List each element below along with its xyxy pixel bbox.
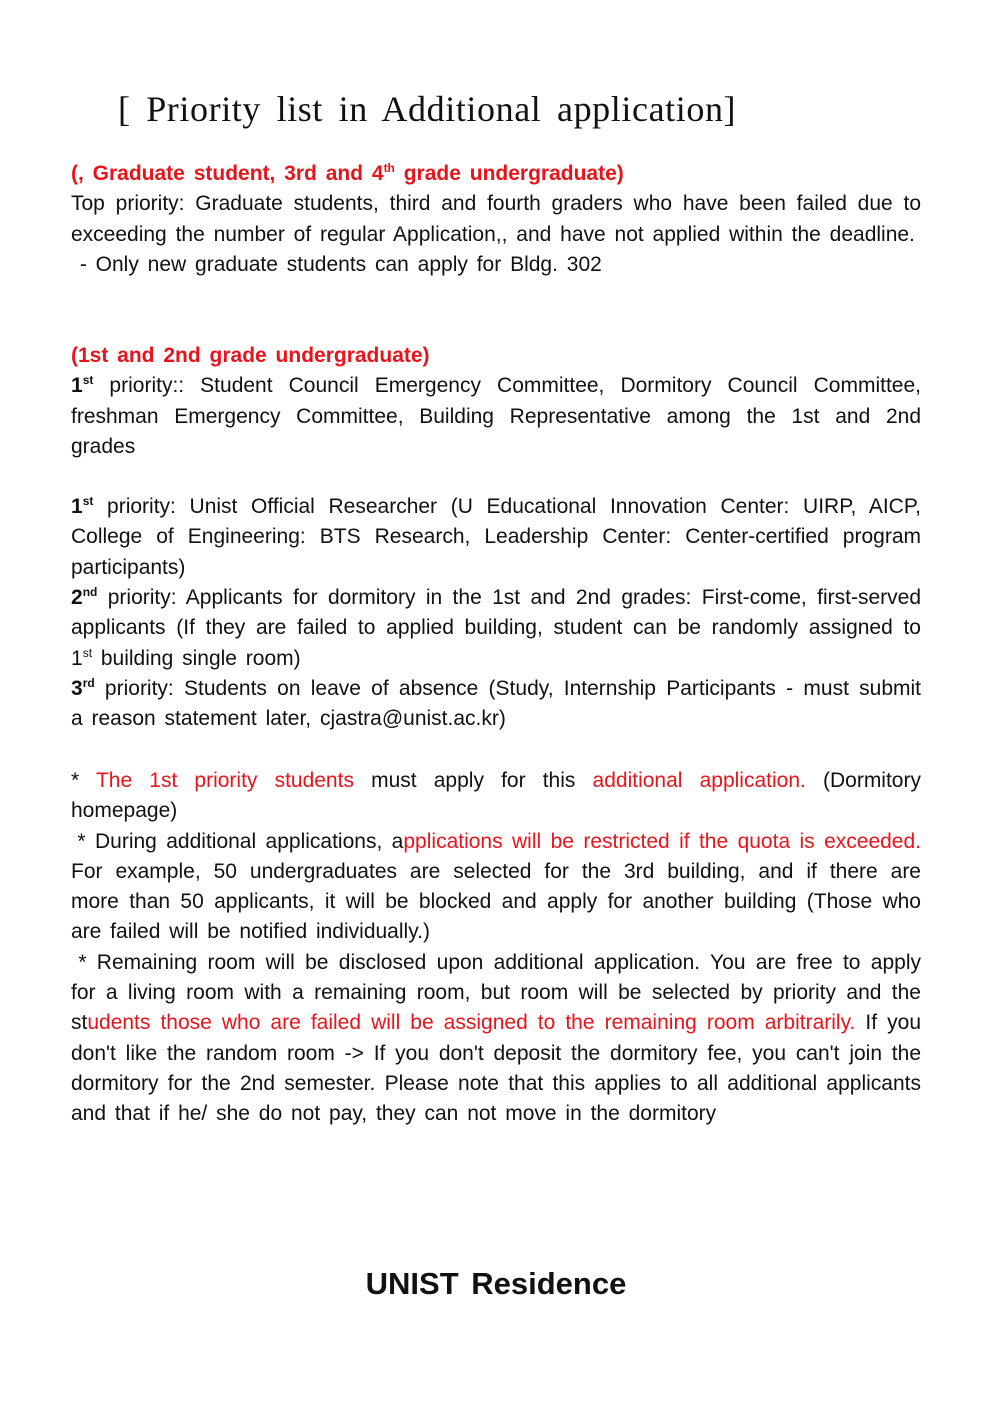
priority-sup: st	[82, 494, 94, 509]
note-text: For example, 50 undergraduates are selected for the 3rd building, and if there are more than 50 applicants, it will be blocked and apply for another building (Those who are failed will be notified individually.)	[71, 859, 921, 944]
note-first-priority	[71, 766, 921, 827]
priority-text: building single room)	[92, 646, 301, 670]
heading-text: (, Graduate student, 3rd and 4	[71, 162, 384, 185]
section-heading-graduate	[71, 159, 921, 189]
note-text: * During additional applications, a	[71, 829, 404, 853]
top-priority-text: Top priority: Graduate students, third and fourth graders who have been failed due to exceeding the number of regular Application,, and have not applied within the deadline.	[71, 192, 921, 246]
priority-inline-sup: st	[82, 645, 93, 660]
section-undergraduate	[71, 341, 921, 735]
section-graduate	[71, 159, 921, 280]
section-heading-undergraduate: (1st and 2nd grade undergraduate)	[71, 344, 430, 367]
priority-number: 1	[71, 495, 83, 519]
note-text: must apply for this	[353, 769, 593, 792]
priority-item	[71, 371, 921, 462]
priority-sup: rd	[82, 675, 95, 690]
priority-text: priority: Applicants for dormitory in the 1st and 2nd grades: First-come, first-served applicants (If they are failed to applied building, student can be randomly assigned to 1	[71, 586, 921, 670]
priority-sup: st	[82, 373, 94, 388]
priority-item	[71, 583, 921, 674]
note-remaining-room	[71, 948, 930, 1130]
priority-text: priority: Students on leave of absence (Study, Internship Participants - must submit a reason statement later, cjastra@unist.ac.kr)	[71, 676, 921, 731]
priority-text: priority: Unist Official Researcher (U Educational Innovation Center: UIRP, AICP, College of Engineering: BTS Research, Leadership Center: Center-certified program participants)	[71, 495, 921, 579]
priority-number: 2	[71, 586, 83, 610]
heading-sup: th	[383, 161, 395, 175]
priority-sup: nd	[82, 585, 98, 600]
note-highlight: udents those who are failed will be assigned to the remaining room arbitrarily.	[87, 1011, 856, 1035]
footer-signature: UNIST Residence	[365, 1266, 627, 1301]
note-highlight: The 1st priority students	[95, 769, 354, 792]
heading-text: grade undergraduate)	[394, 162, 624, 185]
priority-number: 3	[71, 676, 83, 700]
note-highlight: additional application.	[592, 769, 806, 792]
note-text: *	[71, 769, 96, 792]
document-title: [ Priority list in Additional application]	[118, 89, 737, 129]
priority-item	[71, 492, 921, 583]
note-quota	[71, 827, 921, 948]
spacer	[71, 462, 921, 492]
priority-item	[71, 674, 921, 735]
note-text: (Dormitory homepage)	[71, 769, 921, 823]
note-text: If you don't like the random room -> If you don't deposit the dormitory fee, you can't join the dormitory for the 2nd semester. Please note that this applies to all additional applicants and that if he/ she do not pay, they can not move in the dormitory	[71, 1011, 921, 1126]
section-notes	[71, 766, 930, 1130]
note-text: * Remaining room will be disclosed upon additional application. You are free to apply for a living room with a remaining room, but room will be selected by priority and the st	[71, 950, 930, 1035]
priority-number: 1	[71, 374, 83, 398]
note-highlight: pplications will be restricted if the quota is exceeded.	[403, 829, 921, 853]
graduate-note: - Only new graduate students can apply for Bldg. 302	[71, 252, 602, 276]
priority-text: priority:: Student Council Emergency Committee, Dormitory Council Committee, freshman Emergency Committee, Building Representative among the 1st and 2nd grades	[71, 374, 921, 458]
